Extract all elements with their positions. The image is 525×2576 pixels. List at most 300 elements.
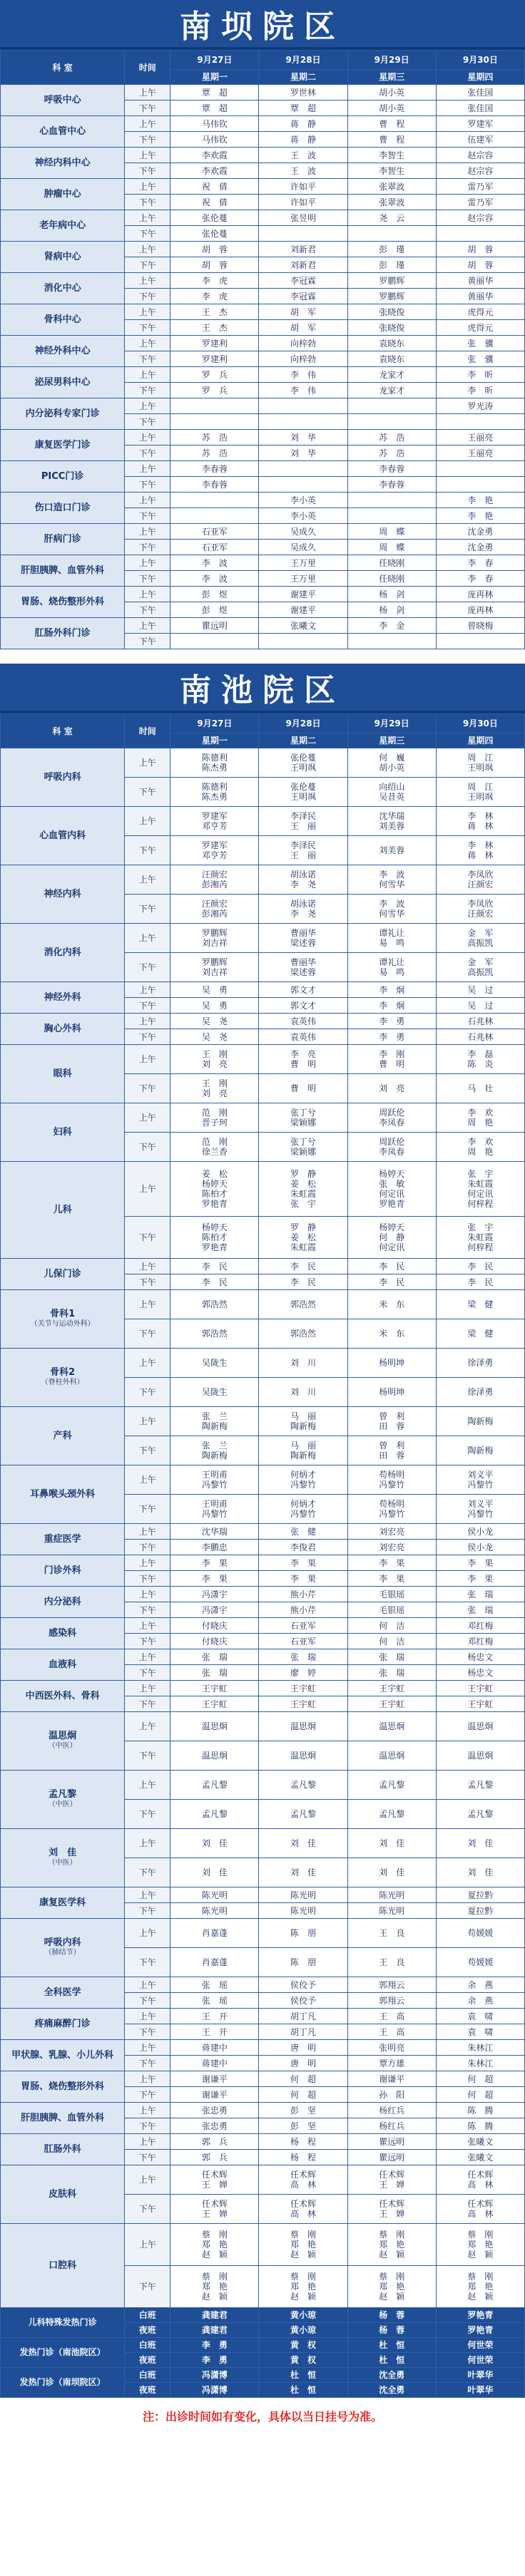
doctor-cell: 李 民	[170, 1274, 259, 1290]
doctor-cell: 夏拉黔	[436, 1887, 524, 1903]
doctor-cell: 沈全勇	[347, 2383, 436, 2398]
department-name: 消化中心	[44, 282, 81, 294]
time-slot-cell: 下午	[125, 132, 170, 148]
doctor-cell: 胡小英	[347, 85, 436, 101]
doctor-cell: 李 伟	[259, 367, 347, 383]
doctor-cell: 杨 剑	[347, 602, 436, 618]
doctor-cell: 罗建军	[436, 116, 524, 132]
date-header: 9月30日	[436, 714, 524, 733]
doctor-cell: 李 欢 周 艳	[436, 1133, 524, 1162]
doctor-cell: 胡 蓉	[170, 242, 259, 257]
time-slot-cell: 上午	[125, 1465, 170, 1495]
doctor-cell: 胡 蓉	[436, 242, 524, 257]
doctor-cell: 熊小芹	[259, 1602, 347, 1618]
time-slot-cell: 下午	[125, 571, 170, 587]
time-slot-cell: 下午	[125, 2024, 170, 2040]
doctor-cell: 李 欢 周 艳	[436, 1103, 524, 1133]
department-cell	[1, 1712, 125, 1771]
doctor-cell: 张丁兮 梁颖娜	[259, 1103, 347, 1133]
doctor-cell: 蔡 刚 郑 艳 赵 颖	[347, 2224, 436, 2266]
doctor-cell: 张 健	[259, 1524, 347, 1540]
doctor-cell: 沈华瑞 刘美蓉	[347, 807, 436, 836]
weekday-header: 星期三	[347, 70, 436, 85]
doctor-cell: 周跃伦 李凤春	[347, 1103, 436, 1133]
doctor-cell: 任晓刚	[347, 571, 436, 587]
doctor-cell: 何 洁	[347, 1618, 436, 1634]
department-name: 甲状腺、乳腺、小儿外科	[11, 2049, 114, 2061]
schedule-row	[1, 1887, 525, 1903]
doctor-cell: 蒋 静	[259, 116, 347, 132]
doctor-cell: 张翠波	[347, 195, 436, 210]
doctor-cell: 何 超	[259, 2071, 347, 2087]
doctor-cell: 刘 佳	[259, 1829, 347, 1858]
doctor-cell: 杨 蓉	[347, 2308, 436, 2323]
doctor-cell: 罗鹏辉 刘吉祥	[170, 924, 259, 953]
department-name: 胸心外科	[44, 1023, 81, 1034]
department-name: 骨科中心	[44, 314, 81, 325]
nanchi-banner: 南池院区	[0, 664, 525, 713]
doctor-cell: 王明甫 冯黎竹	[170, 1495, 259, 1524]
department-name: 骨科2	[50, 1366, 76, 1378]
schedule-row	[1, 2165, 525, 2195]
department-subtitle: （中医）	[48, 1858, 77, 1867]
doctor-cell: 张伦蔓	[170, 210, 259, 226]
department-cell	[1, 2165, 125, 2224]
doctor-cell: 罗 兵	[170, 367, 259, 383]
doctor-cell: 覃 超	[170, 101, 259, 116]
doctor-cell: 孟凡黎	[436, 1771, 524, 1800]
footer-note: 注：出诊时间如有变化，具体以当日挂号为准。	[142, 2410, 382, 2423]
doctor-cell: 李 艳	[436, 508, 524, 524]
doctor-cell: 胡丁凡	[259, 2009, 347, 2024]
time-slot-cell: 上午	[125, 524, 170, 540]
weekday-header: 星期四	[436, 70, 524, 85]
doctor-cell: 黄丽华	[436, 273, 524, 289]
doctor-cell: 李 虎	[170, 289, 259, 304]
doctor-cell: 曾晓梅	[436, 618, 524, 634]
doctor-cell: 李 亮 曹 明	[259, 1045, 347, 1074]
doctor-cell: 苟媛媛	[436, 1948, 524, 1977]
doctor-cell: 朱林江	[436, 2056, 524, 2071]
doctor-cell: 李 勇	[170, 2353, 259, 2368]
doctor-cell: 张曦文	[436, 2134, 524, 2150]
doctor-cell: 苟媛媛	[436, 1919, 524, 1948]
doctor-cell: 吴陇生	[170, 1349, 259, 1378]
doctor-cell: 李鹏忠	[170, 1540, 259, 1555]
doctor-cell	[436, 634, 524, 649]
time-slot-cell: 下午	[125, 1993, 170, 2009]
doctor-cell: 彭 瑾	[347, 242, 436, 257]
doctor-cell: 陈 朋	[259, 1948, 347, 1977]
doctor-cell: 侯小龙	[436, 1540, 524, 1555]
doctor-cell: 李 民	[436, 1259, 524, 1274]
fever-clinic-name: 发热门诊（南池院区）	[1, 2338, 125, 2368]
time-slot-cell: 下午	[125, 634, 170, 649]
doctor-cell: 孙 阳	[347, 2087, 436, 2103]
schedule-row	[1, 304, 525, 320]
doctor-cell: 李 金	[347, 618, 436, 634]
doctor-cell: 李 波	[170, 571, 259, 587]
department-name: 重症医学	[44, 1533, 81, 1545]
doctor-cell: 黄 权	[259, 2338, 347, 2353]
doctor-cell: 许如平	[259, 195, 347, 210]
time-slot-cell: 上午	[125, 2009, 170, 2024]
time-slot-cell: 上午	[125, 2165, 170, 2195]
doctor-cell: 张翠波	[347, 179, 436, 195]
doctor-cell: 杜 恒	[259, 2368, 347, 2383]
schedule-row	[1, 1290, 525, 1319]
doctor-cell: 张晓俊	[347, 320, 436, 336]
schedule-row	[1, 1349, 525, 1378]
doctor-cell: 杨忠文	[436, 1649, 524, 1665]
doctor-cell: 罗 兵	[170, 383, 259, 398]
department-name: 疼痛麻醉门诊	[34, 2018, 91, 2029]
doctor-cell: 王 良	[347, 1919, 436, 1948]
department-name: 中西医外科、骨科	[25, 1690, 100, 1701]
doctor-cell: 王 波	[259, 163, 347, 179]
department-cell	[1, 807, 125, 865]
doctor-cell: 罗光涛	[436, 398, 524, 414]
time-slot-cell: 上午	[125, 367, 170, 383]
doctor-cell: 胡泳诺 李 尧	[259, 865, 347, 895]
schedule-row	[1, 116, 525, 132]
doctor-cell: 曹 明	[259, 1074, 347, 1103]
fever-clinic-row	[1, 2338, 525, 2353]
doctor-cell: 汪颜宏 彭湘芮	[170, 865, 259, 895]
doctor-cell: 张 瑞	[170, 1665, 259, 1681]
schedule-row	[1, 242, 525, 257]
doctor-cell: 李 波	[170, 555, 259, 571]
doctor-cell: 祝 倩	[170, 195, 259, 210]
department-name: 妇科	[53, 1126, 72, 1138]
doctor-cell: 徐泽勇	[436, 1349, 524, 1378]
schedule-row	[1, 1977, 525, 1993]
department-cell	[1, 924, 125, 982]
department-name: 康复医学科	[39, 1897, 86, 1908]
doctor-cell	[436, 461, 524, 477]
doctor-cell: 孟凡黎	[170, 1800, 259, 1829]
doctor-cell: 杨忠文	[436, 1665, 524, 1681]
doctor-cell: 杨 蓉	[347, 2323, 436, 2338]
doctor-cell: 蒋建中	[170, 2040, 259, 2056]
doctor-cell: 沈华瑞	[170, 1524, 259, 1540]
schedule-row	[1, 555, 525, 571]
doctor-cell: 何 超	[259, 2087, 347, 2103]
department-name: 耳鼻喉头颈外科	[30, 1488, 96, 1500]
doctor-cell: 刘 佳	[436, 1829, 524, 1858]
doctor-cell: 王 刚 刘 亮	[170, 1045, 259, 1074]
doctor-cell: 李 昕	[436, 383, 524, 398]
schedule-row	[1, 1014, 525, 1029]
doctor-cell: 何炳才 冯黎竹	[259, 1465, 347, 1495]
doctor-cell	[259, 634, 347, 649]
time-slot-cell: 下午	[125, 383, 170, 398]
doctor-cell: 侯佼予	[259, 1993, 347, 2009]
fever-clinic-name: 儿科特殊发热门诊	[1, 2308, 125, 2338]
department-name: 肝胆胰脾、血管外科	[21, 565, 105, 576]
fever-clinic-name: 发热门诊（南坝院区）	[1, 2368, 125, 2398]
doctor-cell: 李 果	[347, 1571, 436, 1587]
time-slot-cell: 下午	[125, 1378, 170, 1407]
doctor-cell: 李 果	[259, 1571, 347, 1587]
nanba-schedule-table	[0, 50, 525, 649]
doctor-cell: 王明甫 冯黎竹	[170, 1465, 259, 1495]
doctor-cell: 苟杨明 冯黎竹	[347, 1465, 436, 1495]
doctor-cell: 袁 啸	[436, 2024, 524, 2040]
time-slot-cell: 上午	[125, 1829, 170, 1858]
doctor-cell: 罗建利	[170, 336, 259, 351]
doctor-cell: 唐 明	[259, 2056, 347, 2071]
department-cell	[1, 1555, 125, 1587]
doctor-cell: 王 开	[170, 2024, 259, 2040]
schedule-row	[1, 748, 525, 778]
doctor-cell: 胡 蓉	[436, 257, 524, 273]
schedule-row	[1, 273, 525, 289]
doctor-cell: 张 瑞	[347, 1665, 436, 1681]
doctor-cell: 郭浩然	[170, 1319, 259, 1349]
time-slot-cell: 上午	[125, 398, 170, 414]
department-name: 内分泌科	[44, 1596, 81, 1607]
schedule-row	[1, 2134, 525, 2150]
shift-cell: 夜班	[125, 2353, 170, 2368]
doctor-cell: 张佳国	[436, 101, 524, 116]
doctor-cell: 刘 佳	[170, 1858, 259, 1887]
doctor-cell: 沈金勇	[436, 524, 524, 540]
doctor-cell: 彭 煜	[170, 587, 259, 602]
time-slot-cell: 下午	[125, 836, 170, 865]
department-cell	[1, 555, 125, 587]
department-name: 全科医学	[44, 1987, 81, 1998]
doctor-cell: 侯佼予	[259, 1977, 347, 1993]
time-slot-cell: 上午	[125, 1524, 170, 1540]
shift-cell: 白班	[125, 2338, 170, 2353]
doctor-cell: 罗 静 姜 松 朱虹霞 张 宇	[259, 1162, 347, 1217]
time-slot-cell: 下午	[125, 1903, 170, 1919]
doctor-cell: 冯潇宇	[170, 1587, 259, 1602]
schedule-row	[1, 1587, 525, 1602]
doctor-cell: 范 刚 晋子珂	[170, 1103, 259, 1133]
doctor-cell: 任术辉 高 林	[259, 2195, 347, 2224]
department-name: 产科	[53, 1430, 72, 1441]
time-slot-cell: 上午	[125, 2103, 170, 2118]
doctor-cell: 任术辉 高 林	[259, 2165, 347, 2195]
doctor-cell: 彭 坚	[259, 2103, 347, 2118]
date-header: 9月29日	[347, 51, 436, 70]
doctor-cell: 雷乃军	[436, 195, 524, 210]
doctor-cell: 刘新君	[259, 242, 347, 257]
time-slot-cell: 上午	[125, 865, 170, 895]
time-slot-cell: 上午	[125, 2134, 170, 2150]
doctor-cell: 朱林江	[436, 2040, 524, 2056]
doctor-cell: 马伟钦	[170, 116, 259, 132]
doctor-cell: 杨 程	[259, 2150, 347, 2165]
department-cell	[1, 273, 125, 304]
department-cell	[1, 336, 125, 367]
doctor-cell: 余 燕	[436, 1993, 524, 2009]
date-header: 9月28日	[259, 714, 347, 733]
doctor-cell: 李 炯	[347, 998, 436, 1014]
doctor-cell: 苏 浩	[347, 430, 436, 445]
time-slot-cell: 上午	[125, 924, 170, 953]
department-cell	[1, 85, 125, 116]
fever-clinic-row	[1, 2368, 525, 2383]
doctor-cell: 蔡 刚 郑 艳 赵 颖	[259, 2266, 347, 2308]
doctor-cell: 王宇虹	[170, 1681, 259, 1696]
doctor-cell: 罗世林	[259, 85, 347, 101]
doctor-cell: 孟凡黎	[259, 1771, 347, 1800]
department-subtitle: （肺结节）	[44, 1948, 81, 1957]
doctor-cell: 谢谦平	[170, 2087, 259, 2103]
doctor-cell: 蒋建中	[170, 2056, 259, 2071]
doctor-cell: 胡丁凡	[259, 2024, 347, 2040]
department-name: 血液科	[49, 1659, 77, 1670]
doctor-cell: 陶新梅	[436, 1436, 524, 1465]
doctor-cell: 何 超	[436, 2071, 524, 2087]
doctor-cell: 蔡 刚 郑 艳 赵 颖	[170, 2224, 259, 2266]
schedule-row	[1, 807, 525, 836]
time-slot-cell: 下午	[125, 414, 170, 430]
time-slot-cell: 下午	[125, 1436, 170, 1465]
doctor-cell: 张伦蔓	[170, 226, 259, 242]
doctor-cell: 李欢霞	[170, 163, 259, 179]
doctor-cell: 任术辉 王 婵	[347, 2165, 436, 2195]
doctor-cell: 龙家才	[347, 367, 436, 383]
doctor-cell: 沈全勇	[347, 2368, 436, 2383]
doctor-cell: 温思炯	[170, 1712, 259, 1741]
shift-cell: 白班	[125, 2368, 170, 2383]
doctor-cell: 郭 兵	[170, 2150, 259, 2165]
department-name: 孟凡黎	[49, 1788, 77, 1800]
doctor-cell: 陈光明	[347, 1887, 436, 1903]
doctor-cell: 龙家才	[347, 383, 436, 398]
doctor-cell: 陈光明	[170, 1903, 259, 1919]
date-header: 9月28日	[259, 51, 347, 70]
doctor-cell: 冯潇宇	[170, 1602, 259, 1618]
time-slot-cell: 下午	[125, 2056, 170, 2071]
schedule-row	[1, 398, 525, 414]
doctor-cell: 李 果	[347, 1555, 436, 1571]
doctor-cell: 王 良	[347, 1948, 436, 1977]
department-cell	[1, 2224, 125, 2308]
doctor-cell: 谢谦平	[347, 2071, 436, 2087]
department-cell	[1, 148, 125, 179]
department-cell	[1, 1407, 125, 1465]
doctor-cell: 张 瑞	[170, 1649, 259, 1665]
doctor-cell: 何炳才 冯黎竹	[259, 1495, 347, 1524]
doctor-cell: 李春蓉	[170, 461, 259, 477]
doctor-cell: 王宇虹	[436, 1681, 524, 1696]
doctor-cell: 郭 兵	[170, 2134, 259, 2150]
doctor-cell: 周 江 王明飒	[436, 778, 524, 807]
department-cell	[1, 1681, 125, 1712]
doctor-cell: 王 刚 刘 亮	[170, 1074, 259, 1103]
weekday-header: 星期四	[436, 733, 524, 748]
doctor-cell: 郭翔云	[347, 1993, 436, 2009]
doctor-cell: 周 蝶	[347, 540, 436, 555]
department-name: 肾病中心	[44, 251, 81, 262]
time-header: 时间	[125, 714, 170, 748]
doctor-cell: 刘 佳	[347, 1829, 436, 1858]
department-name: 儿科	[53, 1204, 72, 1215]
schedule-row	[1, 618, 525, 634]
doctor-cell: 王宇虹	[259, 1681, 347, 1696]
doctor-cell: 吴陇生	[170, 1378, 259, 1407]
department-name: 胃肠、烧伤整形外科	[21, 596, 105, 607]
department-subtitle: （中医）	[48, 1741, 77, 1750]
department-name: 消化内科	[44, 947, 81, 958]
doctor-cell: 罗艳青	[436, 2308, 524, 2323]
time-slot-cell: 上午	[125, 304, 170, 320]
time-slot-cell: 上午	[125, 85, 170, 101]
doctor-cell	[259, 398, 347, 414]
doctor-cell: 王宇虹	[347, 1696, 436, 1712]
department-cell	[1, 430, 125, 461]
doctor-cell: 李 果	[259, 1555, 347, 1571]
time-slot-cell: 上午	[125, 2224, 170, 2266]
time-slot-cell: 下午	[125, 289, 170, 304]
doctor-cell: 孟凡黎	[436, 1800, 524, 1829]
doctor-cell: 苏 浩	[347, 445, 436, 461]
time-slot-cell: 下午	[125, 998, 170, 1014]
schedule-row	[1, 924, 525, 953]
doctor-cell: 张 兰 陶新梅	[170, 1436, 259, 1465]
doctor-cell: 郭翔云	[347, 1977, 436, 1993]
nanchi-schedule-table	[0, 713, 525, 2398]
department-name: 呼吸中心	[44, 94, 81, 105]
schedule-row	[1, 524, 525, 540]
time-slot-cell: 上午	[125, 1919, 170, 1948]
time-slot-cell: 下午	[125, 1571, 170, 1587]
doctor-cell: 袁英伟	[259, 1014, 347, 1029]
time-slot-cell: 上午	[125, 1103, 170, 1133]
doctor-cell: 赵宗容	[436, 148, 524, 163]
doctor-cell: 罗 静 姜 松 朱虹霞	[259, 1217, 347, 1259]
dept-header: 科 室	[1, 714, 125, 748]
doctor-cell: 郭浩然	[259, 1319, 347, 1349]
schedule-row	[1, 1103, 525, 1133]
time-slot-cell: 下午	[125, 2087, 170, 2103]
doctor-cell: 刘 华	[259, 430, 347, 445]
department-name: 肿瘤中心	[44, 188, 81, 200]
doctor-cell: 张伦蔓 王明飒	[259, 748, 347, 778]
doctor-cell: 王 杰	[170, 304, 259, 320]
schedule-row	[1, 179, 525, 195]
doctor-cell: 梁 健	[436, 1319, 524, 1349]
doctor-cell: 虎得元	[436, 304, 524, 320]
doctor-cell: 李冠霖	[259, 289, 347, 304]
time-slot-cell: 上午	[125, 1681, 170, 1696]
department-name: 康复医学门诊	[34, 439, 91, 450]
doctor-cell: 龚建君	[170, 2323, 259, 2338]
department-name: 门诊外科	[44, 1565, 81, 1576]
doctor-cell: 孟凡黎	[347, 1771, 436, 1800]
time-slot-cell: 下午	[125, 540, 170, 555]
department-cell	[1, 179, 125, 210]
doctor-cell: 邓红梅	[436, 1618, 524, 1634]
time-slot-cell: 下午	[125, 163, 170, 179]
department-name: 心血管内科	[39, 830, 86, 841]
time-slot-cell: 上午	[125, 210, 170, 226]
doctor-cell: 杨明坤	[347, 1349, 436, 1378]
doctor-cell: 孟凡黎	[259, 1800, 347, 1829]
doctor-cell: 李 民	[436, 1274, 524, 1290]
doctor-cell: 赵宗容	[436, 210, 524, 226]
doctor-cell: 蔡 刚 郑 艳 赵 颖	[436, 2224, 524, 2266]
time-slot-cell: 上午	[125, 430, 170, 445]
doctor-cell: 陈光明	[259, 1887, 347, 1903]
time-slot-cell: 上午	[125, 618, 170, 634]
doctor-cell: 王丽亮	[436, 445, 524, 461]
